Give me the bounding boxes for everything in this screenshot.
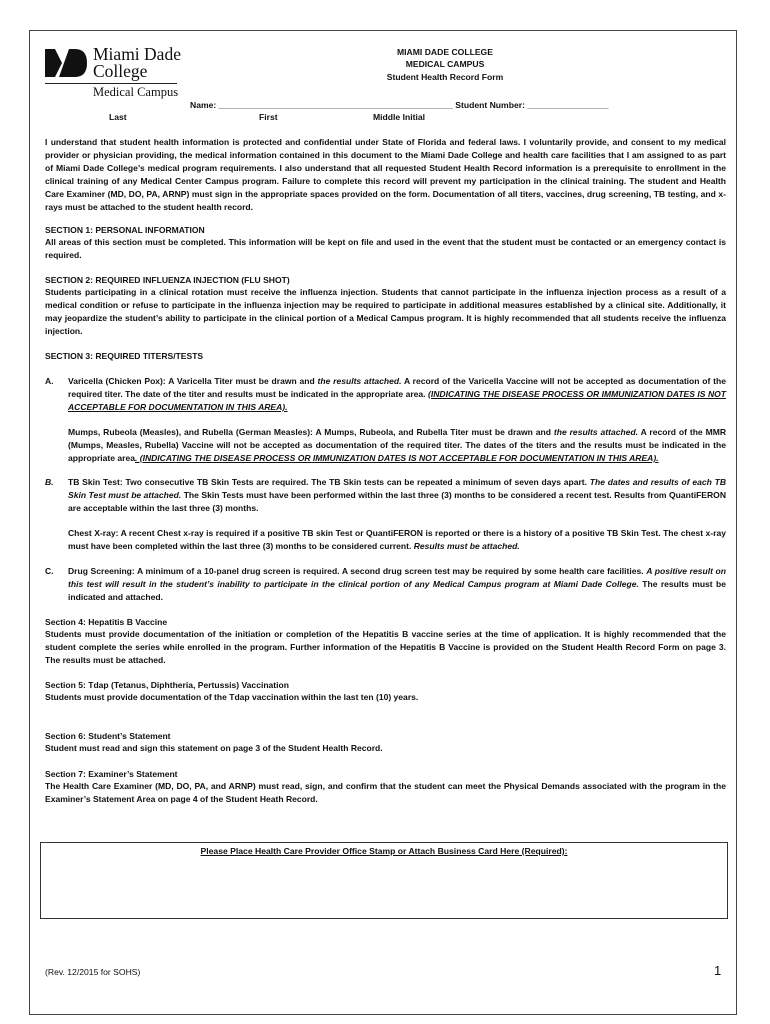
section1-title: SECTION 1: PERSONAL INFORMATION <box>45 225 205 235</box>
section6-title: Section 6: Student’s Statement <box>45 731 171 741</box>
section1-body: All areas of this section must be completed. This information will be kept on file and used in the event that the student must be contacted or an emergency contact is required. <box>45 237 726 260</box>
item-c-label: C. <box>45 566 54 576</box>
section5-body: Students must provide documentation of the Tdap vaccination within the last ten (10) years. <box>45 692 419 702</box>
section7-title: Section 7: Examiner’s Statement <box>45 769 178 779</box>
provider-stamp-box[interactable] <box>40 842 728 919</box>
intro-paragraph: I understand that student health information is protected and confidential under State of Florida and federal laws. I voluntarily provide, and consent to my medical provider or physician providing, the medical information contained in this document to the Miami Dade College and health care facilities that I am assigned to as part of Miami Dade College’s medical program requirements. I also understand that all requested Student Health Record information is a prerequisite to enrollment in the clinical training of any Medical Center Campus program. Failure to complete this record will prevent my participation in the clinical training. The student and Health Care Examiner (MD, DO, PA, ARNP) must sign in the appropriate spaces provided on the form. Documentation of all titers, vaccines, drug screening, TB testing, and x-rays must be attached to the student health record. <box>45 137 726 212</box>
chest-xray-paragraph: Chest X-ray: A recent Chest x-ray is required if a positive TB skin Test or QuantiFERON is reported or there is a history of a positive TB Skin Test. The chest x-ray must have been completed within the last three (3) months to be considered current. Results must be attached. <box>68 528 726 551</box>
stamp-box-label: Please Place Health Care Provider Office Stamp or Attach Business Card Here (Required): <box>200 846 568 856</box>
item-a-label: A. <box>45 376 54 386</box>
logo-divider <box>45 83 177 84</box>
section4-title: Section 4: Hepatitis B Vaccine <box>45 617 168 627</box>
name-label-last: Last <box>109 112 127 122</box>
name-label-first: First <box>259 112 278 122</box>
name-field-row[interactable]: Name: _________________________________________________ Student Number: _________________ <box>190 100 609 110</box>
logo-line2: College <box>93 61 148 81</box>
section2-title: SECTION 2: REQUIRED INFLUENZA INJECTION (FLU SHOT) <box>45 275 290 285</box>
section6-body: Student must read and sign this statement on page 3 of the Student Health Record. <box>45 743 383 753</box>
logo-line3: Medical Campus <box>93 85 179 99</box>
logo-line1: Miami Dade <box>93 44 181 64</box>
page-number: 1 <box>714 963 722 978</box>
section3-item-b: B. TB Skin Test: Two consecutive TB Skin Tests are required. The TB Skin tests can be repeated a minimum of seven days apart. The dates and results of each TB Skin Test must be attached. The Skin Tests must have been performed within the last three (3) months to be considered a recent test. Results from QuantiFERON are acceptable within the last three (3) months. <box>45 477 726 513</box>
mmr-paragraph: Mumps, Rubeola (Measles), and Rubella (German Measles): A Mumps, Rubeola, and Rubella Titer must be drawn and the results attached. A record of the MMR (Mumps, Measles, Rubella) Vaccine will not be accepted as documentation of the required titer. The dates of the titers and the results must be indicated in the appropriate area. (INDICATING THE DISEASE PROCESS OR IMMUNIZATION DATES IS NOT ACCEPTABLE FOR DOCUMENTATION IN THIS AREA). <box>68 427 726 463</box>
section5-title: Section 5: Tdap (Tetanus, Diphtheria, Pertussis) Vaccination <box>45 680 289 690</box>
item-b-label: B. <box>45 477 54 487</box>
mdc-logo-mark-icon <box>45 49 87 77</box>
header-form-title: Student Health Record Form <box>386 72 504 82</box>
section3-item-a: A. Varicella (Chicken Pox): A Varicella Titer must be drawn and the results attached. A record of the Varicella Vaccine will not be accepted as documentation of the required titer. The date of the titer and results must be indicated in the appropriate area. (INDICATING THE DISEASE PROCESS OR IMMUNIZATION DATES IS NOT ACCEPTABLE FOR DOCUMENTATION IN THIS AREA). <box>45 376 727 412</box>
revision-footer: (Rev. 12/2015 for SOHS) <box>45 967 141 977</box>
section7-body: The Health Care Examiner (MD, DO, PA, and ARNP) must read, sign, and confirm that the student can meet the Physical Demands associated with the program in the Examiner’s Statement Area on page 4 of the Student Heath Record. <box>45 781 726 804</box>
header-college: MIAMI DADE COLLEGE <box>397 47 493 57</box>
header-campus: MEDICAL CAMPUS <box>405 59 485 69</box>
section4-body: Students must provide documentation of the initiation or completion of the Hepatitis B vaccine series at the time of application. It is highly recommended that the student complete the series while enrolled in the program. Further information of the Hepatitis B Vaccine is provided on the Student Health Record Form on page 3. The results must be attached. <box>45 629 726 665</box>
section3-item-c: C. Drug Screening: A minimum of a 10-panel drug screen is required. A second drug screen test may be required by some health care facilities. A positive result on this test will result in the student’s inability to participate in the clinical portion of any Medical Campus program at Miami Dade College. The results must be indicated and attached. <box>45 566 726 602</box>
section3-title: SECTION 3: REQUIRED TITERS/TESTS <box>45 351 204 361</box>
section2-body: Students participating in a clinical rotation must receive the influenza injection. Students that cannot participate in the influenza injection process as a result of a medical condition or refuse to participate in the influenza injection may be required to participate in additional measures established by a clinical site. Additionally, it may jeopardize the student’s ability to participate in the clinical portion of a Medical Campus program. It is highly recommended that all students receive the influenza injection. <box>45 287 726 336</box>
name-label-middle: Middle Initial <box>373 112 426 122</box>
college-logo <box>45 45 185 99</box>
